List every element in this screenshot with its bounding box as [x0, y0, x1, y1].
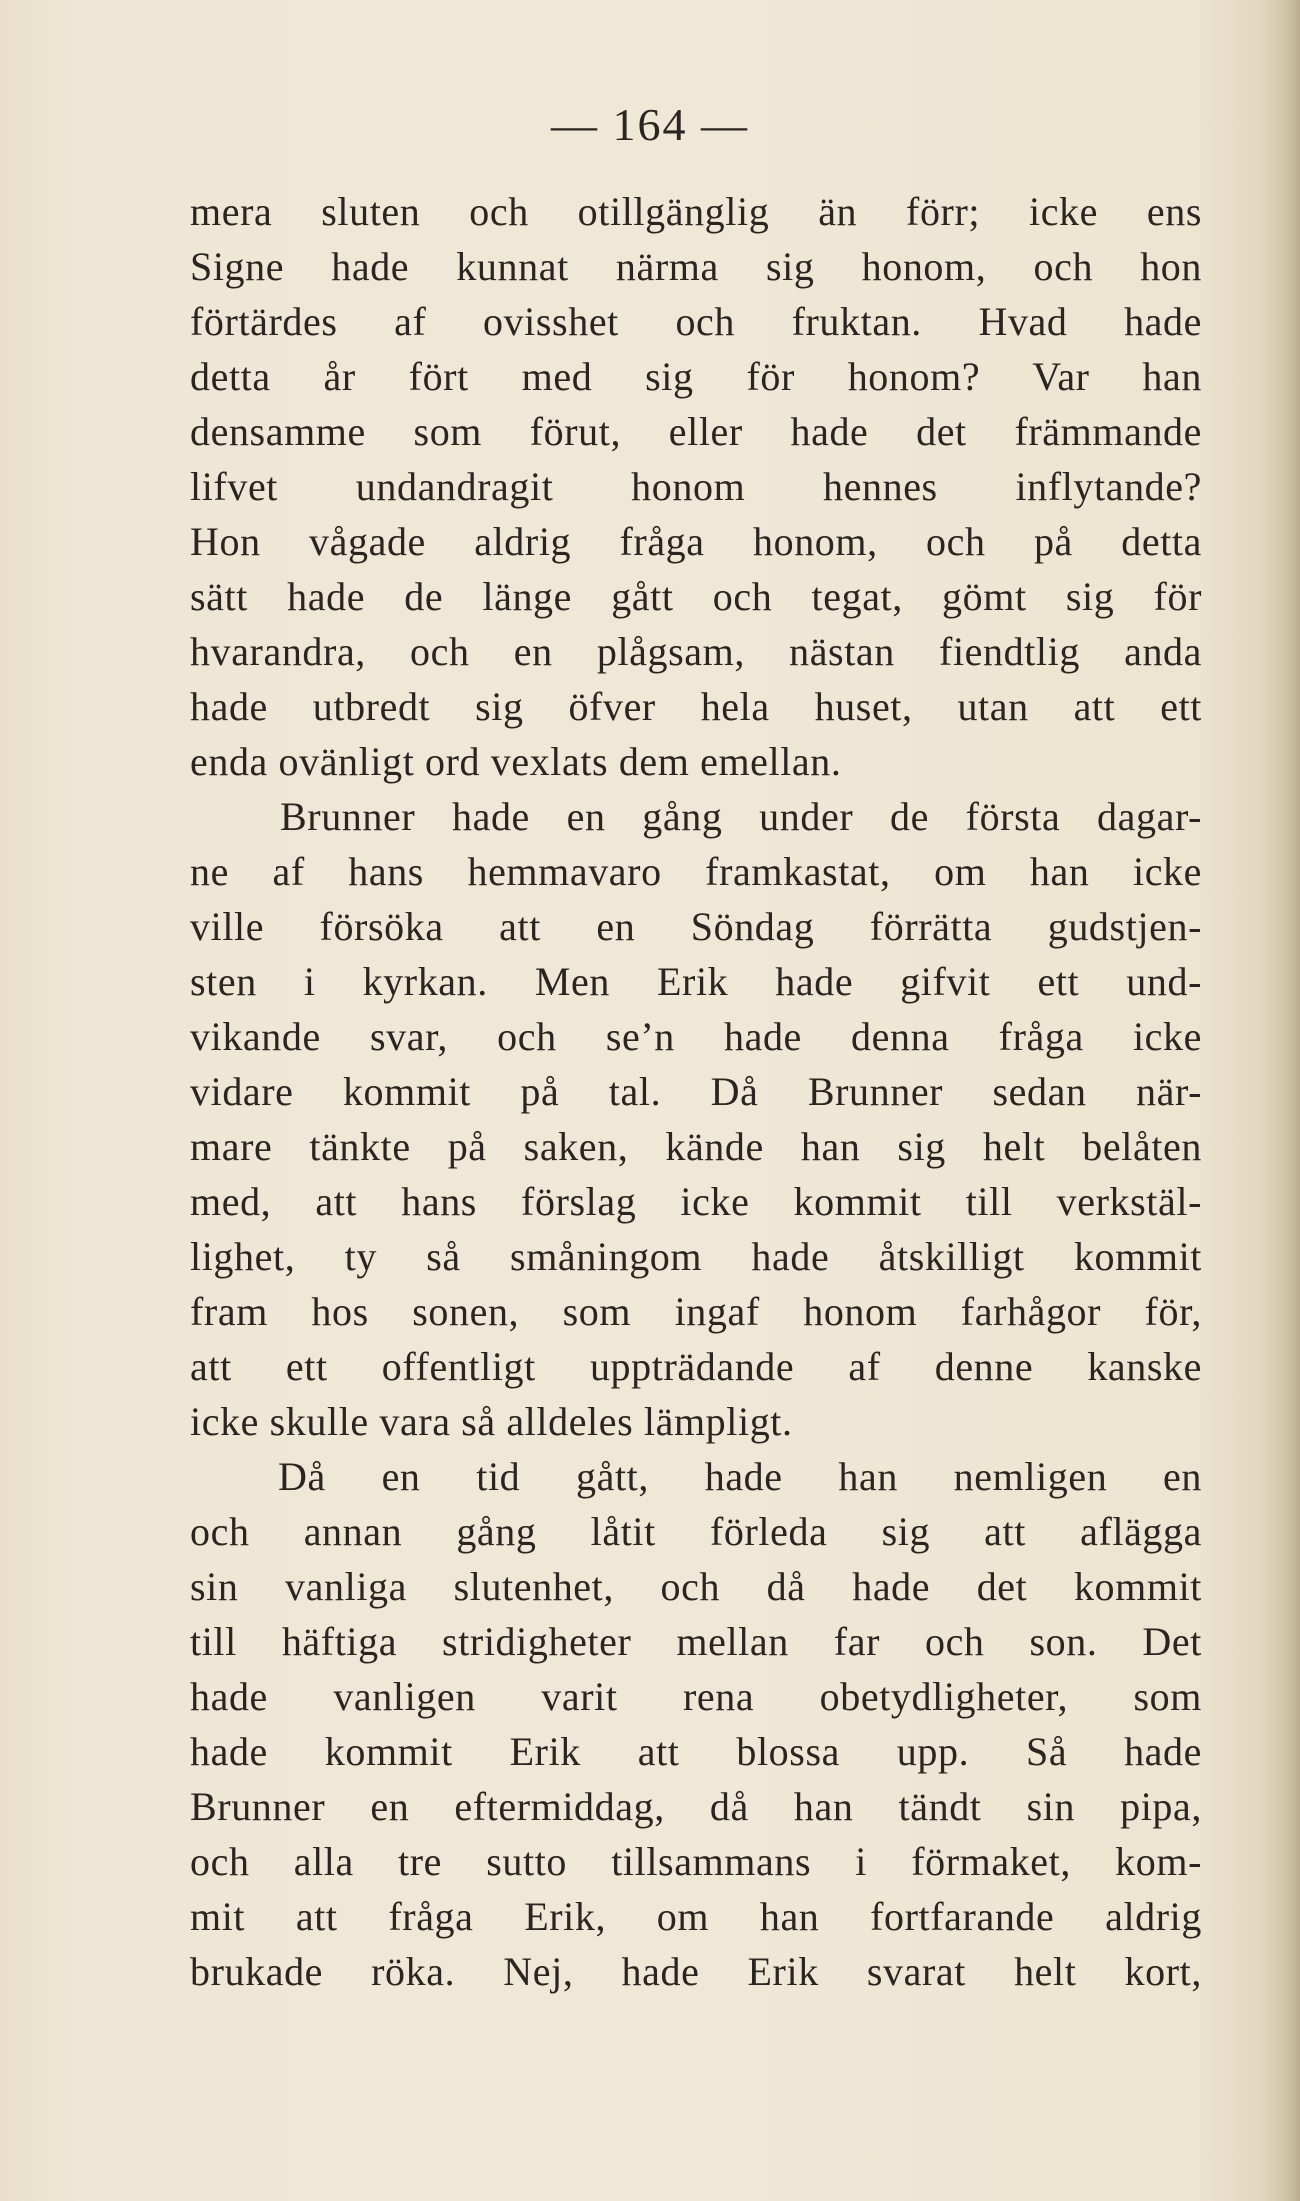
text-line: mare tänkte på saken, kände han sig helt belåten	[190, 1124, 1202, 1169]
text-line: med, att hans förslag icke kommit till verkstäl-	[190, 1179, 1202, 1224]
text-line: Då en tid gått, hade han nemligen en	[278, 1454, 1202, 1499]
text-line: ville försöka att en Söndag förrätta gudstjen-	[190, 904, 1202, 949]
text-line: Signe hade kunnat närma sig honom, och hon	[190, 244, 1202, 289]
text-line: och alla tre sutto tillsammans i förmaket, kom-	[190, 1839, 1202, 1884]
text-line: Hon vågade aldrig fråga honom, och på detta	[190, 519, 1202, 564]
text-line: hade utbredt sig öfver hela huset, utan att ett	[190, 684, 1202, 729]
page-number: — 164 —	[551, 99, 749, 150]
text-line: lighet, ty så småningom hade åtskilligt kommit	[190, 1234, 1202, 1279]
text-line: brukade röka. Nej, hade Erik svarat helt kort,	[190, 1949, 1202, 1994]
text-line: att ett offentligt uppträdande af denne kanske	[190, 1344, 1202, 1389]
text-line: hade vanligen varit rena obetydligheter, som	[190, 1674, 1202, 1719]
text-line: hvarandra, och en plågsam, nästan fiendtlig anda	[190, 629, 1202, 674]
text-line: sätt hade de länge gått och tegat, gömt sig för	[190, 574, 1202, 619]
text-line: enda ovänligt ord vexlats dem emellan.	[190, 739, 842, 784]
text-line: sin vanliga slutenhet, och då hade det kommit	[190, 1564, 1202, 1609]
text-line: sten i kyrkan. Men Erik hade gifvit ett und-	[190, 959, 1202, 1004]
text-line: och annan gång låtit förleda sig att aflägga	[190, 1509, 1202, 1554]
text-line: hade kommit Erik att blossa upp. Så hade	[190, 1729, 1202, 1774]
text-line: vidare kommit på tal. Då Brunner sedan när-	[190, 1069, 1202, 1114]
text-line: ne af hans hemmavaro framkastat, om han icke	[190, 849, 1202, 894]
text-line: förtärdes af ovisshet och fruktan. Hvad hade	[190, 299, 1202, 344]
text-line: till häftiga stridigheter mellan far och son. Det	[190, 1619, 1202, 1664]
text-line: mit att fråga Erik, om han fortfarande aldrig	[190, 1894, 1202, 1939]
text-line: mera sluten och otillgänglig än förr; icke ens	[190, 189, 1202, 234]
body-text	[190, 184, 1202, 1999]
text-line: lifvet undandragit honom hennes inflytande?	[190, 464, 1202, 509]
text-line: fram hos sonen, som ingaf honom farhågor för,	[190, 1289, 1202, 1334]
text-line: detta år fört med sig för honom? Var han	[190, 354, 1202, 399]
text-line: Brunner en eftermiddag, då han tändt sin pipa,	[190, 1784, 1202, 1829]
text-line: Brunner hade en gång under de första dagar-	[280, 794, 1202, 839]
text-line: densamme som förut, eller hade det främmande	[190, 409, 1202, 454]
text-line: vikande svar, och se’n hade denna fråga icke	[190, 1014, 1202, 1059]
text-line: icke skulle vara så alldeles lämpligt.	[190, 1399, 793, 1444]
